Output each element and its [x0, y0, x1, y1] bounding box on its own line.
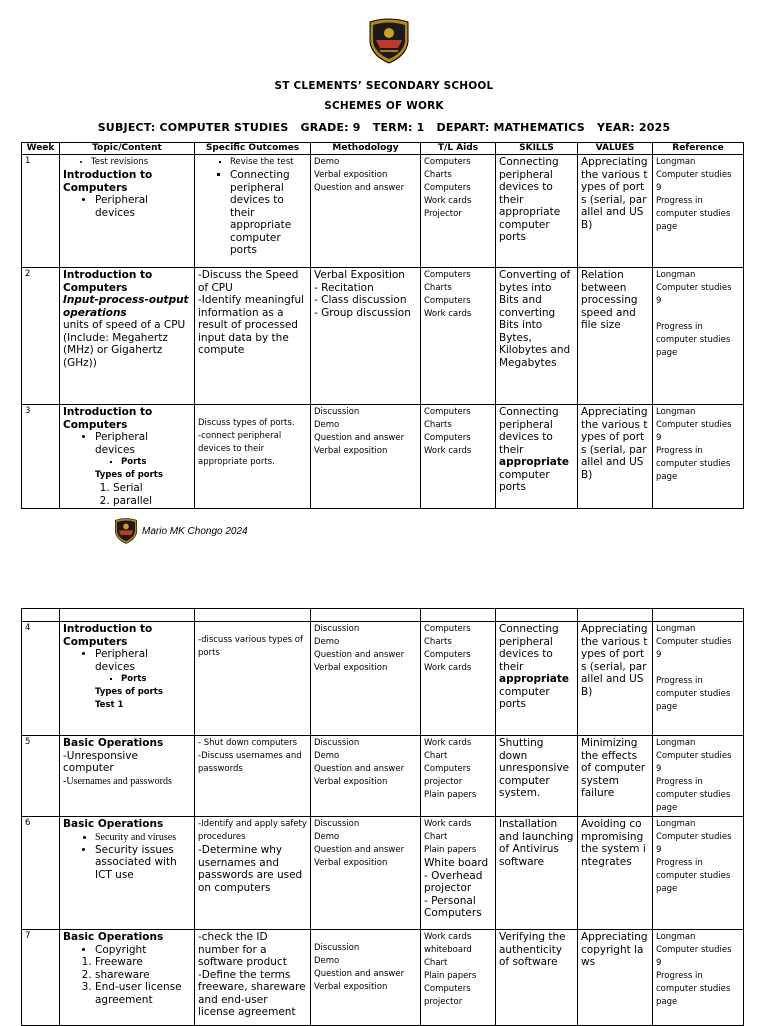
scheme-table-2: [21, 608, 744, 1026]
table-row: [22, 622, 744, 736]
topic-cell: [60, 155, 195, 268]
reference-cell: Longman Computer studies 9 Progress in computer studies page: [653, 622, 744, 736]
outcomes-cell: -Discuss the Speed of CPU -Identify meaningful information as a result of processed input data by the compute: [195, 268, 311, 405]
list-item: • Test revisions: [91, 156, 191, 169]
list-item: • Peripheral devices: [95, 431, 191, 456]
list-item: • Security and viruses: [95, 831, 191, 844]
week-cell: 5: [22, 736, 60, 817]
week-cell: 3: [22, 405, 60, 509]
aids-cell: Work cards whiteboard Chart Plain papers Computers projector: [421, 930, 496, 1026]
values-cell: Appreciating the various types of ports (serial, parallel and USB): [578, 622, 653, 736]
outcomes-cell: [195, 155, 311, 268]
list-item: • Peripheral devices: [95, 648, 191, 673]
methodology-cell: Verbal Exposition - Recitation - Class discussion - Group discussion: [311, 268, 421, 405]
list-item: ▪ Revise the test: [230, 156, 307, 169]
table-row: [22, 268, 744, 405]
reference-cell: Longman Computer studies 9 Progress in computer studies page: [653, 405, 744, 509]
outcomes-cell: - Shut down computers -Discuss usernames and passwords: [195, 736, 311, 817]
column-header: VALUES: [578, 143, 653, 155]
signature-label: Mario MK Chongo 2024: [142, 525, 248, 537]
skills-cell: Installation and launching of Antivirus software: [496, 817, 578, 930]
list-item: 2. parallel: [113, 495, 191, 508]
aids-cell: Computers Charts Computers Work cards Projector: [421, 155, 496, 268]
topic-cell: [60, 622, 195, 736]
topic-title: Basic Operations: [63, 737, 164, 749]
school-crest-icon: [368, 18, 410, 64]
methodology-cell: Demo Verbal exposition Question and answer: [311, 155, 421, 268]
methodology-cell: Discussion Demo Question and answer Verbal exposition: [311, 405, 421, 509]
topic-cell: [60, 817, 195, 930]
column-header: Specific Outcomes: [195, 143, 311, 155]
test-label: Test 1: [95, 700, 124, 710]
signature: [114, 518, 248, 544]
reference-cell: Longman Computer studies 9 Progress in computer studies page: [653, 736, 744, 817]
values-cell: Minimizing the effects of computer system failure: [578, 736, 653, 817]
school-crest-icon: [114, 518, 138, 544]
topic-title: Introduction to Computers: [63, 269, 153, 294]
week-cell: 1: [22, 155, 60, 268]
topic-title: Introduction to Computers: [63, 169, 153, 194]
values-cell: Relation between processing speed and file size: [578, 268, 653, 405]
topic-text: -Usernames and passwords: [63, 775, 172, 787]
outcomes-cell: -Identify and apply safety procedures -Determine why usernames and passwords are used on computers: [195, 817, 311, 930]
outcomes-cell: -check the ID number for a software product -Define the terms freeware, shareware and end-user license agreement: [195, 930, 311, 1026]
table-row: [22, 405, 744, 509]
list-item: 1. Freeware: [95, 956, 191, 969]
school-name: ST CLEMENTS’ SECONDARY SCHOOL: [274, 80, 494, 92]
reference-cell: Longman Computer studies 9 Progress in computer studies page: [653, 817, 744, 930]
methodology-cell: Discussion Demo Question and answer Verbal exposition: [311, 736, 421, 817]
document-title: SCHEMES OF WORK: [324, 100, 444, 112]
subject-line: SUBJECT: COMPUTER STUDIES GRADE: 9 TERM: 1 DEPART: MATHEMATICS YEAR: 2025: [97, 121, 671, 134]
skills-cell: Connecting peripheral devices to their appropriate computer ports: [496, 155, 578, 268]
topic-cell: [60, 736, 195, 817]
list-item: 3. End-user license agreement: [95, 981, 191, 1006]
column-header: T/L Aids: [421, 143, 496, 155]
topic-cell: [60, 405, 195, 509]
week-cell: 4: [22, 622, 60, 736]
reference-cell: Longman Computer studies 9 Progress in computer studies page: [653, 155, 744, 268]
skills-cell: Verifying the authenticity of software: [496, 930, 578, 1026]
skills-cell: Shutting down unresponsive computer system.: [496, 736, 578, 817]
topic-title: Basic Operations: [63, 818, 164, 830]
list-item: • Peripheral devices: [95, 194, 191, 219]
list-item: • Copyright: [95, 944, 191, 957]
values-cell: Appreciating the various types of ports (serial, parallel and USB): [578, 405, 653, 509]
table-header-row: [22, 143, 744, 155]
skills-cell: Connecting peripheral devices to their appropriate computer ports: [496, 622, 578, 736]
column-header: Methodology: [311, 143, 421, 155]
topic-subtitle: Input-process-output operations: [63, 294, 189, 319]
list-item: 2. shareware: [95, 969, 191, 982]
column-header: Topic/Content: [60, 143, 195, 155]
column-header: Reference: [653, 143, 744, 155]
table-row: [22, 930, 744, 1026]
values-cell: Avoiding compromising the system integrates: [578, 817, 653, 930]
outcomes-cell: -discuss various types of ports: [195, 622, 311, 736]
aids-cell: Work cards Chart Plain papers White board - Overhead projector - Personal Computers: [421, 817, 496, 930]
reference-cell: Longman Computer studies 9 Progress in computer studies page: [653, 930, 744, 1026]
skills-cell: Connecting peripheral devices to their appropriate computer ports: [496, 405, 578, 509]
table-row: [22, 155, 744, 268]
column-header: Week: [22, 143, 60, 155]
list-item: • Security issues associated with ICT use: [95, 844, 191, 882]
list-item: ▪ Ports: [121, 673, 191, 686]
week-cell: 6: [22, 817, 60, 930]
week-cell: 2: [22, 268, 60, 405]
aids-cell: Computers Charts Computers Work cards: [421, 405, 496, 509]
outcomes-cell: Discuss types of ports. -connect peripheral devices to their appropriate ports.: [195, 405, 311, 509]
topic-cell: [60, 268, 195, 405]
table-row: [22, 736, 744, 817]
table-row: [22, 817, 744, 930]
list-item: ▪ Ports: [121, 456, 191, 469]
topic-title: Basic Operations: [63, 931, 164, 943]
topic-cell: [60, 930, 195, 1026]
list-item: ▪ Connecting peripheral devices to their appropriate computer ports: [230, 169, 307, 257]
topic-text: -Unresponsive computer: [63, 749, 138, 774]
ports-label: Types of ports: [95, 470, 163, 480]
methodology-cell: Discussion Demo Question and answer Verbal exposition: [311, 622, 421, 736]
aids-cell: Computers Charts Computers Work cards: [421, 622, 496, 736]
methodology-cell: Discussion Demo Question and answer Verbal exposition: [311, 817, 421, 930]
topic-title: Introduction to Computers: [63, 406, 153, 431]
ports-label: Types of ports: [95, 687, 163, 697]
week-cell: 7: [22, 930, 60, 1026]
reference-cell: Longman Computer studies 9 Progress in computer studies page: [653, 268, 744, 405]
values-cell: Appreciating the various types of ports (serial, parallel and USB): [578, 155, 653, 268]
list-item: 1. Serial: [113, 482, 191, 495]
column-header: SKILLS: [496, 143, 578, 155]
methodology-cell: Discussion Demo Question and answer Verbal exposition: [311, 930, 421, 1026]
aids-cell: Work cards Chart Computers projector Plain papers: [421, 736, 496, 817]
topic-title: Introduction to Computers: [63, 623, 153, 648]
values-cell: Appreciating copyright laws: [578, 930, 653, 1026]
skills-cell: Converting of bytes into Bits and converting Bits into Bytes, Kilobytes and Megabytes: [496, 268, 578, 405]
aids-cell: Computers Charts Computers Work cards: [421, 268, 496, 405]
table-blank-row: [22, 609, 744, 622]
topic-text: units of speed of a CPU (Include: Megahertz (MHz) or Gigahertz (GHz)): [63, 319, 186, 369]
scheme-table-1: [21, 142, 744, 509]
